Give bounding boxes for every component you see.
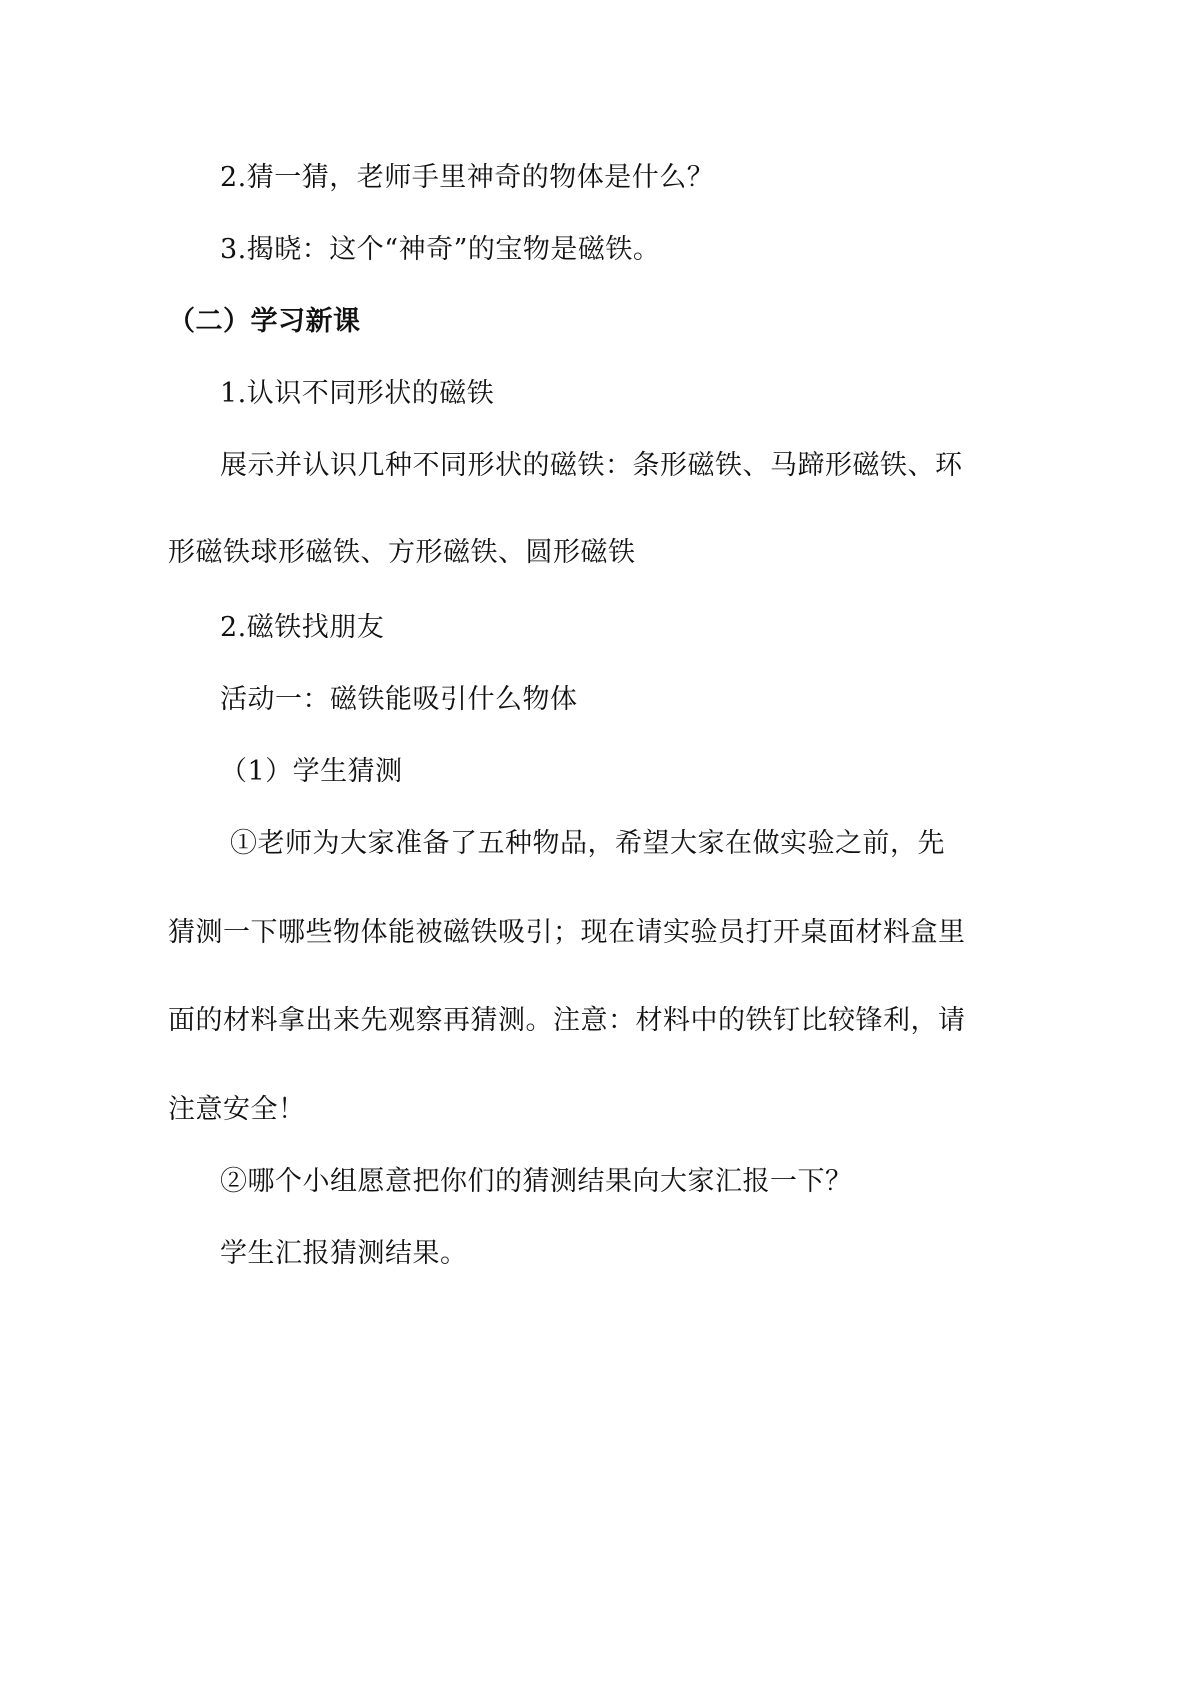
reveal-item: 3.揭晓：这个“神奇”的宝物是磁铁。 <box>220 234 661 265</box>
paragraph-3: 学生汇报猜测结果。 <box>220 1238 468 1269</box>
subsection-1-title: 1.认识不同形状的磁铁 <box>220 378 495 409</box>
subsection-2-title: 2.磁铁找朋友 <box>220 612 385 643</box>
paragraph-2: ②哪个小组愿意把你们的猜测结果向大家汇报一下？ <box>220 1166 853 1197</box>
step-1-title: （1）学生猜测 <box>220 756 403 787</box>
paragraph-1-line-3: 面的材料拿出来先观察再猜测。注意：材料中的铁钉比较锋利，请 <box>168 1005 966 1036</box>
shapes-line-2: 形磁铁球形磁铁、方形磁铁、圆形磁铁 <box>168 537 636 568</box>
activity-1-title: 活动一：磁铁能吸引什么物体 <box>220 684 578 715</box>
paragraph-1-line-4: 注意安全！ <box>168 1094 306 1125</box>
section-heading: （二）学习新课 <box>168 306 361 337</box>
shapes-line-1: 展示并认识几种不同形状的磁铁：条形磁铁、马蹄形磁铁、环 <box>220 450 963 481</box>
paragraph-1-line-1: ①老师为大家准备了五种物品，希望大家在做实验之前，先 <box>230 828 945 859</box>
guess-item: 2.猜一猜，老师手里神奇的物体是什么？ <box>220 162 715 193</box>
paragraph-1-line-2: 猜测一下哪些物体能被磁铁吸引；现在请实验员打开桌面材料盒里 <box>168 917 966 948</box>
